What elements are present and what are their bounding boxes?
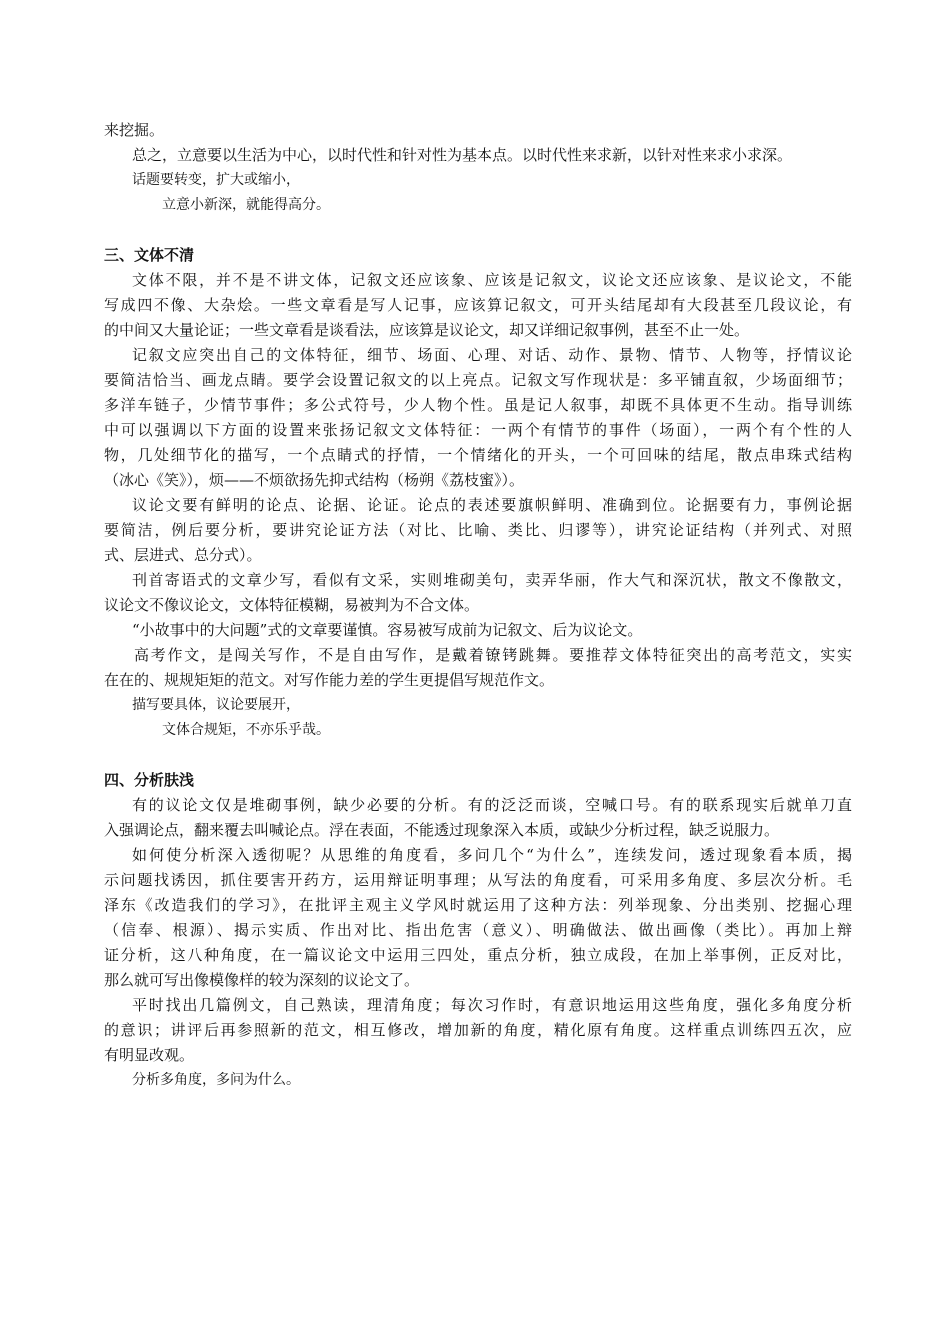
section3-paragraph-3 [104,493,852,568]
section3-paragraph-1 [104,268,852,343]
paragraph-line: 多洋车链子，少情节事件；多公式符号，少人物个性。虽是记人叙事，却既不具体更不生动。指导训练 [104,396,852,414]
section3-paragraph-4 [104,568,852,618]
paragraph-line: 刊首寄语式的文章少写，看似有文采，实则堆砌美句，卖弄华丽，作大气和深沉状，散文不像散文， [132,571,852,589]
paragraph-line: 的中间又大量论证；一些文章看是谈看法，应该算是议论文，却又详细记叙事例，甚至不止一处。 [104,321,750,339]
section3-paragraph-5 [104,618,852,643]
intro-line-2: 总之，立意要以生活为中心，以时代性和针对性为基本点。以时代性来求新，以针对性来求小求深。 [132,146,793,164]
paragraph-line: 议论文要有鲜明的论点、论据、论证。论点的表述要旗帜鲜明、准确到位。论据要有力，事例论据 [132,496,852,514]
section3-paragraph-6 [104,643,852,693]
paragraph-line: 有的议论文仅是堆砌事例，缺少必要的分析。有的泛泛而谈，空喊口号。有的联系现实后就单刀直 [132,796,852,814]
section4-paragraph-3 [104,993,852,1068]
paragraph-line: 平时找出几篇例文，自己熟读，理清角度；每次习作时，有意识地运用这些角度，强化多角度分析 [132,996,852,1014]
paragraph-line: 要简洁恰当、画龙点睛。要学会设置记叙文的以上亮点。记叙文写作现状是：多平铺直叙，少场面细节； [104,371,852,389]
paragraph-line: 式、层进式、总分式）。 [104,546,262,564]
paragraph-line: 记叙文应突出自己的文体特征，细节、场面、心理、对话、动作、景物、情节、人物等，抒情议论 [132,346,852,364]
paragraph-line: （冰心《笑》），烦——不烦欲扬先抑式结构（杨朔《荔枝蜜》）。 [104,471,525,489]
section3-heading: 三、文体不清 [104,246,195,264]
section4-heading: 四、分析肤浅 [104,771,195,789]
paragraph-line: 泽东《改造我们的学习》，在批评主观主义学风时就运用了这种方法：列举现象、分出类别、挖掘心理 [104,896,852,914]
paragraph-line: 证分析，这八种角度，在一篇议论文中运用三四处，重点分析，独立成段，在加上举事例，正反对比， [104,946,852,964]
paragraph-line: 议论文不像议论文，文体特征模糊，易被判为不合文体。 [104,596,480,614]
intro-line-1: 来挖掘。 [104,121,165,139]
paragraph-line: 入强调论点，翻来覆去叫喊论点。浮在表面，不能透过现象深入本质，或缺少分析过程，缺乏说服力。 [104,821,780,839]
intro-verse-2: 立意小新深，就能得高分。 [162,197,330,213]
paragraph-line: 高考作文，是闯关写作，不是自由写作，是戴着镣铐跳舞。要推荐文体特征突出的高考范文，实实 [134,646,852,664]
paragraph-line: “小故事中的大问题”式的文章要谨慎。容易被写成前为记叙文、后为议论文。 [132,621,643,639]
section3-paragraph-2 [104,343,852,493]
section3-verse-2: 文体合规矩，不亦乐乎哉。 [162,722,330,738]
document-page [104,118,852,1093]
section4-paragraph-1 [104,793,852,843]
section-gap [104,218,852,243]
paragraph-line: 中可以强调以下方面的设置来张扬记叙文文体特征：一两个有情节的事件（场面），一两个有个性的人 [104,421,852,439]
paragraph-line: 文体不限，并不是不讲文体，记叙文还应该象、应该是记叙文，议论文还应该象、是议论文，不能 [132,271,852,289]
paragraph-line: 的意识；讲评后再参照新的范文，相互修改，增加新的角度，精化原有角度。这样重点训练四五次，应 [104,1021,852,1039]
intro-verse-1: 话题要转变，扩大或缩小， [132,172,300,188]
section-gap [104,743,852,768]
section4-verse-1: 分析多角度，多问为什么。 [132,1072,300,1088]
paragraph-line: 物，几处细节化的描写，一个点睛式的抒情，一个情绪化的开头，一个可回味的结尾，散点串珠式结构 [104,446,852,464]
paragraph-line: 要简洁，例后要分析，要讲究论证方法（对比、比喻、类比、归谬等），讲究论证结构（并列式、对照 [104,521,852,539]
paragraph-line: 在在的、规规矩矩的范文。对写作能力差的学生更提倡写规范作文。 [104,671,555,689]
paragraph-line: 如何使分析深入透彻呢？从思维的角度看，多问几个“为什么”，连续发问，透过现象看本质，揭 [132,846,852,864]
paragraph-line: 写成四不像、大杂烩。一些文章看是写人记事，应该算记叙文，可开头结尾却有大段甚至几段议论，有 [104,296,852,314]
section3-verse-1: 描写要具体，议论要展开， [132,697,300,713]
paragraph-line: 示问题找诱因，抓住要害开药方，运用辩证明事理；从写法的角度看，可采用多角度、多层次分析。毛 [104,871,852,889]
section4-paragraph-2 [104,843,852,993]
paragraph-line: 那么就可写出像模像样的较为深刻的议论文了。 [104,971,420,989]
paragraph-line: 有明显改观。 [104,1046,195,1064]
paragraph-line: （信奉、根源）、揭示实质、作出对比、指出危害（意义）、明确做法、做出画像（类比）。再加上辩 [104,921,852,939]
